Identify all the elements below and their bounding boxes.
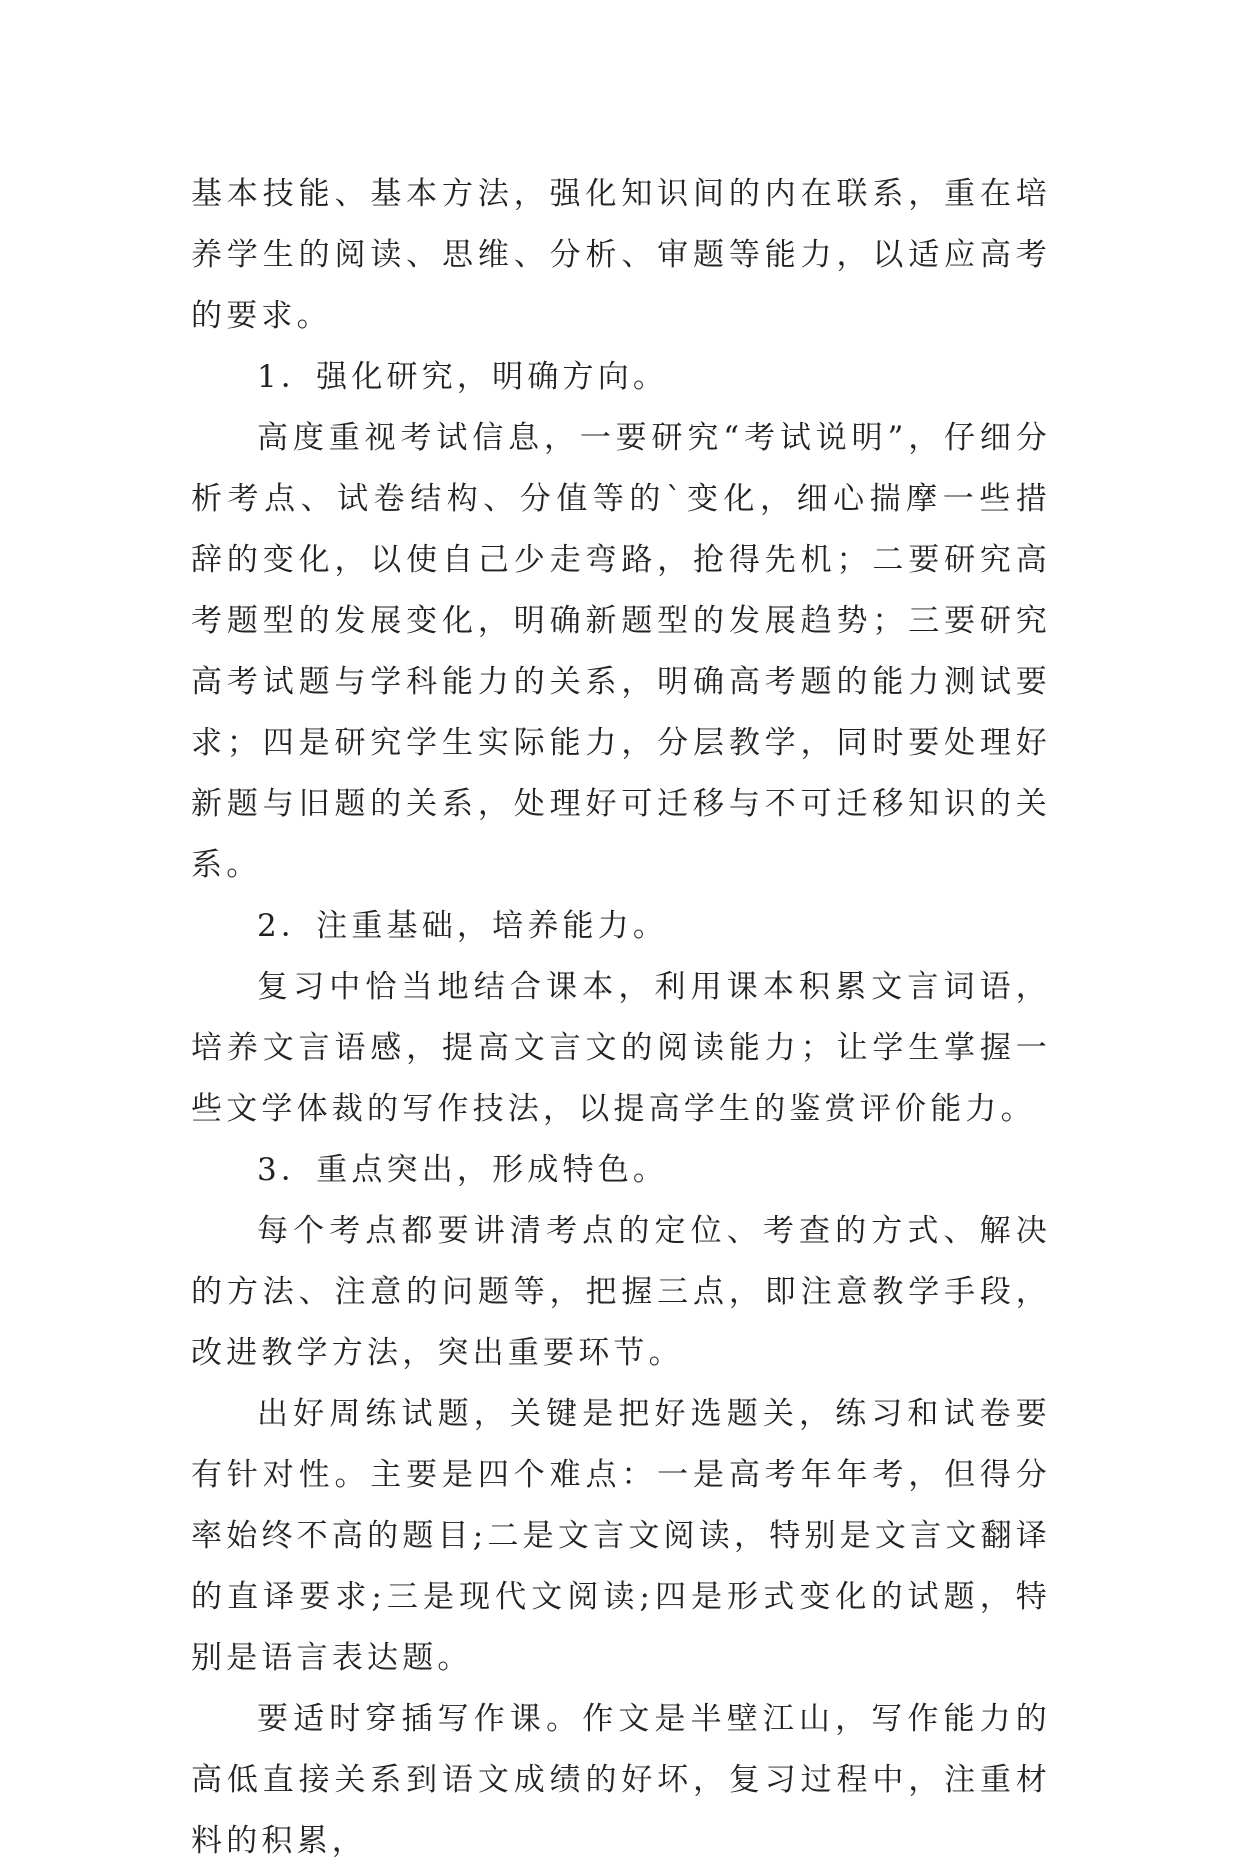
paragraph-continuation: 基本技能、基本方法，强化知识间的内在联系，重在培养学生的阅读、思维、分析、审题等能力，以适应高考的要求。 <box>191 176 1051 334</box>
heading-focus-foundation: 2．注重基础，培养能力。 <box>257 908 669 944</box>
document-body <box>191 164 1051 1872</box>
heading-highlight-key-points: 3．重点突出，形成特色。 <box>257 1152 669 1188</box>
paragraph-weekly-exercises: 出好周练试题，关键是把好选题关，练习和试卷要有针对性。主要是四个难点：一是高考年年考，但得分率始终不高的题目;二是文言文阅读，特别是文言文翻译的直译要求;三是现代文阅读;四是形式变化的试题，特别是语言表达题。 <box>191 1396 1051 1676</box>
heading-strengthen-research: 1．强化研究，明确方向。 <box>257 359 669 395</box>
paragraph-writing-class: 要适时穿插写作课。作文是半壁江山，写作能力的高低直接关系到语文成绩的好坏，复习过程中，注重材料的积累， <box>191 1701 1051 1859</box>
paragraph-exam-information: 高度重视考试信息，一要研究“考试说明”，仔细分析考点、试卷结构、分值等的`变化，细心揣摩一些措辞的变化，以使自己少走弯路，抢得先机；二要研究高考题型的发展变化，明确新题型的发展趋势；三要研究高考试题与学科能力的关系，明确高考题的能力测试要求；四是研究学生实际能力，分层教学，同时要处理好新题与旧题的关系，处理好可迁移与不可迁移知识的关系。 <box>191 420 1051 883</box>
paragraph-exam-points: 每个考点都要讲清考点的定位、考查的方式、解决的方法、注意的问题等，把握三点，即注意教学手段，改进教学方法，突出重要环节。 <box>191 1213 1051 1371</box>
paragraph-textbook-review: 复习中恰当地结合课本，利用课本积累文言词语，培养文言语感，提高文言文的阅读能力；让学生掌握一些文学体裁的写作技法，以提高学生的鉴赏评价能力。 <box>191 969 1051 1127</box>
